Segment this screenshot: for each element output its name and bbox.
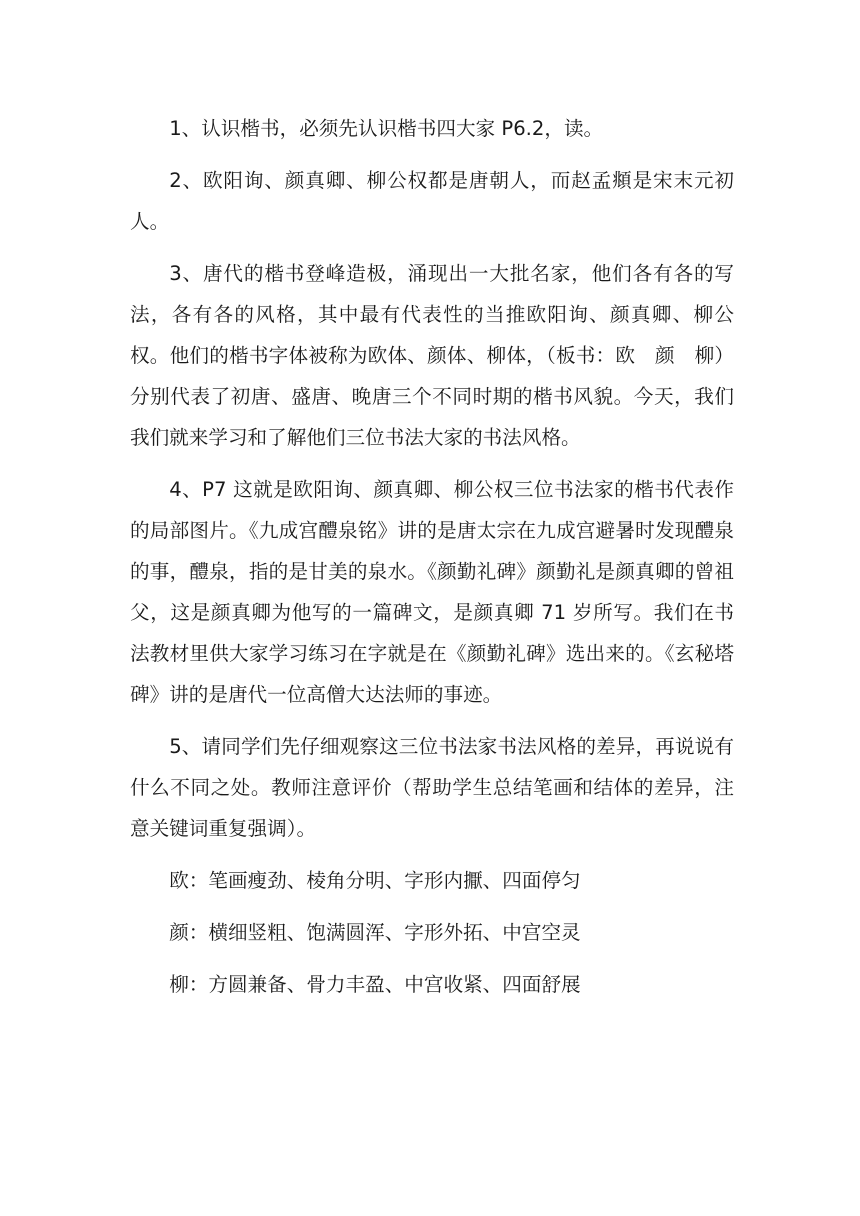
style-yan: 颜：横细竖粗、饱满圆浑、字形外拓、中宫空灵 — [169, 921, 581, 944]
paragraph-1: 1、认识楷书，必须先认识楷书四大家 P6.2，读。 — [169, 117, 604, 140]
paragraph-5: 5、请同学们先仔细观察这三位书法家书法风格的差异，再说说有什么不同之处。教师注意评价（帮助学生总结笔画和结体的差异，注意关键词重复强调）。 — [130, 735, 734, 840]
style-ou: 欧：笔画瘦劲、棱角分明、字形内擫、四面停匀 — [169, 869, 581, 892]
paragraph-2: 2、欧阳询、颜真卿、柳公权都是唐朝人，而赵孟頫是宋末元初人。 — [130, 169, 734, 233]
style-liu: 柳：方圆兼备、骨力丰盈、中宫收紧、四面舒展 — [169, 973, 581, 996]
document-body — [130, 108, 734, 1016]
paragraph-3: 3、唐代的楷书登峰造极，涌现出一大批名家，他们各有各的写法，各有各的风格，其中最有代表性的当推欧阳询、颜真卿、柳公权。他们的楷书字体被称为欧体、颜体、柳体，（板书：欧 颜 柳）分别代表了初唐、盛唐、晚唐三个不同时期的楷书风貌。今天，我们我们就来学习和了解他们三位书法大家的书法风格。 — [130, 262, 734, 449]
paragraph-4: 4、P7 这就是欧阳询、颜真卿、柳公权三位书法家的楷书代表作的局部图片。《九成宫醴泉铭》讲的是唐太宗在九成宫避暑时发现醴泉的事，醴泉，指的是甘美的泉水。《颜勤礼碑》颜勤礼是颜真卿的曾祖父，这是颜真卿为他写的一篇碑文，是颜真卿 71 岁所写。我们在书法教材里供大家学习练习在字就是在《颜勤礼碑》选出来的。《玄秘塔碑》讲的是唐代一位高僧大达法师的事迹。 — [130, 478, 734, 706]
